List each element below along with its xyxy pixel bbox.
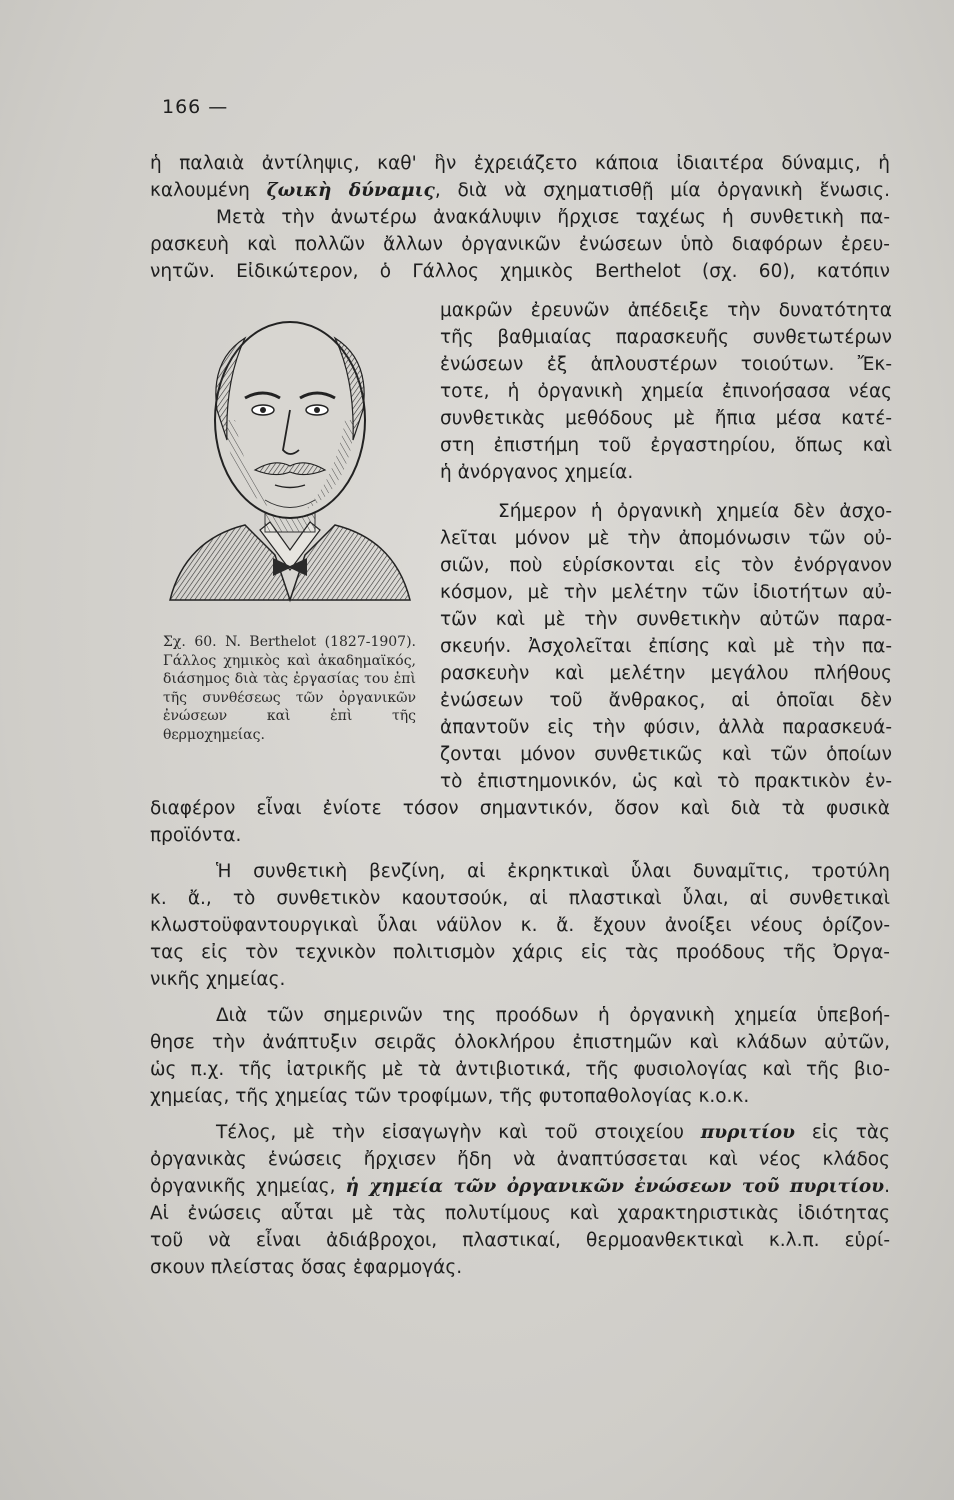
text-line: συνθετικὰς μεθόδους μὲ ἤπια μέσα κατέ-: [440, 408, 892, 429]
text-line: νικῆς χημείας.: [150, 969, 286, 990]
text-line: κόσμον, μὲ τὴν μελέτην τῶν ἰδιοτήτων αὐ-: [440, 582, 892, 603]
text-line: τῶν καὶ μὲ τὴν συνθετικὴν αὐτῶν παρα-: [440, 609, 892, 630]
text-line: σκουν πλείστας ὅσας ἐφαρμογάς.: [150, 1257, 463, 1278]
text-line: χημείας, τῆς χημείας τῶν τροφίμων, τῆς φυτοπαθολογίας κ.ο.κ.: [150, 1086, 750, 1107]
text-line: κλωστοϋφαντουργικαὶ ὗλαι νάϋλον κ. ἄ. ἔχουν ἀνοίξει νέους ὁρίζον-: [150, 915, 890, 936]
figure-caption: Σχ. 60. N. Berthelot (1827-1907). Γάλλος χημικὸς καὶ ἀκαδημαϊκός, διάσημος διὰ τὰς ἐργασίας του ἐπὶ τῆς συνθέσεως τῶν ὀργανικῶν ἐνώσεων καὶ ἐπὶ τῆς θερμοχημείας.: [163, 634, 416, 743]
text-line: ρασκευὴν καὶ μελέτην μεγάλου πλήθους: [440, 663, 892, 684]
text-line: σιῶν, ποὺ εὑρίσκονται εἰς τὸν ἐνόργανον: [440, 555, 892, 576]
text-line: Διὰ τῶν σημερινῶν της προόδων ἡ ὀργανικὴ χημεία ὑπεβοή-: [216, 1005, 890, 1026]
text-line: τῆς βαθμιαίας παρασκευῆς συνθετωτέρων: [440, 327, 892, 348]
text-line: ὀργανικῆς χημείας, ἡ χημεία τῶν ὀργανικῶν ἐνώσεων τοῦ πυριτίου.: [150, 1176, 891, 1197]
text-line: διαφέρον εἶναι ἐνίοτε τόσον σημαντικόν, ὅσον καὶ διὰ τὰ φυσικὰ: [150, 798, 890, 819]
text-line: ὀργανικὰς ἑνώσεις ἤρχισεν ἤδη νὰ ἀναπτύσσεται καὶ νέος κλάδος: [150, 1149, 890, 1170]
text-line: καλουμένη ζωικὴ δύναμις, διὰ νὰ σχηματισθῇ μία ὀργανικὴ ἕνωσις.: [150, 180, 891, 201]
text-line: Τέλος, μὲ τὴν εἰσαγωγὴν καὶ τοῦ στοιχείου πυριτίου εἰς τὰς: [216, 1122, 890, 1143]
text-line: ὡς π.χ. τῆς ἰατρικῆς μὲ τὰ ἀντιβιοτικά, τῆς φυσιολογίας καὶ τῆς βιο-: [150, 1059, 890, 1080]
page-number: 166 —: [162, 96, 229, 118]
text-line: ἐνώσεων τοῦ ἄνθρακος, αἱ ὁποῖαι δὲν: [440, 690, 892, 711]
text-line: στη ἐπιστήμη τοῦ ἐργαστηρίου, ὅπως καὶ: [440, 435, 892, 456]
text-line: λεῖται μόνον μὲ τὴν ἀπομόνωσιν τῶν οὐ-: [440, 528, 892, 549]
text-line: κ. ἄ., τὸ συνθετικὸν καουτσούκ, αἱ πλαστικαὶ ὗλαι, αἱ συνθετικαὶ: [150, 888, 890, 909]
text-line: σκευήν. Ἀσχολεῖται ἐπίσης καὶ μὲ τὴν πα-: [440, 636, 892, 657]
text-line: Αἱ ἐνώσεις αὗται μὲ τὰς πολυτίμους καὶ χαρακτηριστικὰς ἰδιότητας: [150, 1203, 890, 1224]
text-line: ἀπαντοῦν εἰς τὴν φύσιν, ἀλλὰ παρασκευά-: [440, 717, 892, 738]
text-line: ἐνώσεων ἐξ ἁπλουστέρων τοιούτων. Ἔκ-: [440, 354, 892, 375]
text-line: ἡ παλαιὰ ἀντίληψις, καθ' ἣν ἐχρειάζετο κάποια ἰδιαιτέρα δύναμις, ἡ: [150, 153, 890, 174]
text-line: τοῦ νὰ εἶναι ἀδιάβροχοι, πλαστικαί, θερμοανθεκτικαὶ κ.λ.π. εὑρί-: [150, 1230, 890, 1251]
text-line: Μετὰ τὴν ἀνωτέρω ἀνακάλυψιν ἤρχισε ταχέως ἡ συνθετικὴ πα-: [216, 207, 890, 228]
text-line: ρασκευὴ καὶ πολλῶν ἄλλων ὀργανικῶν ἐνώσεων ὑπὸ διαφόρων ἐρευ-: [150, 234, 890, 255]
text-line: ζονται μόνον συνθετικῶς καὶ τῶν ὁποίων: [440, 744, 892, 765]
text-line: Ἡ συνθετικὴ βενζίνη, αἱ ἐκρηκτικαὶ ὗλαι δυναμῖτις, τροτύλη: [216, 861, 890, 882]
text-line: τας εἰς τὸν τεχνικὸν πολιτισμὸν χάρις εἰς τὰς προόδους τῆς Ὀργα-: [150, 942, 890, 963]
text-line: μακρῶν ἐρευνῶν ἀπέδειξε τὴν δυνατότητα: [440, 300, 892, 321]
text-line: θησε τὴν ἀνάπτυξιν σειρᾶς ὁλοκλήρου ἐπιστημῶν καὶ κλάδων αὐτῶν,: [150, 1032, 890, 1053]
text-line: τοτε, ἡ ὀργανικὴ χημεία ἐπινοήσασα νέας: [440, 381, 892, 402]
text-line: Σήμερον ἡ ὀργανικὴ χημεία δὲν ἀσχο-: [498, 501, 892, 522]
text-line: ἡ ἀνόργανος χημεία.: [440, 462, 634, 483]
text-line: τὸ ἐπιστημονικόν, ὡς καὶ τὸ πρακτικὸν ἐν-: [440, 771, 892, 792]
text-line: νητῶν. Εἰδικώτερον, ὁ Γάλλος χημικὸς Berthelot (σχ. 60), κατόπιν: [150, 261, 890, 282]
text-line: προϊόντα.: [150, 825, 242, 846]
berthelot-portrait: [165, 300, 415, 612]
